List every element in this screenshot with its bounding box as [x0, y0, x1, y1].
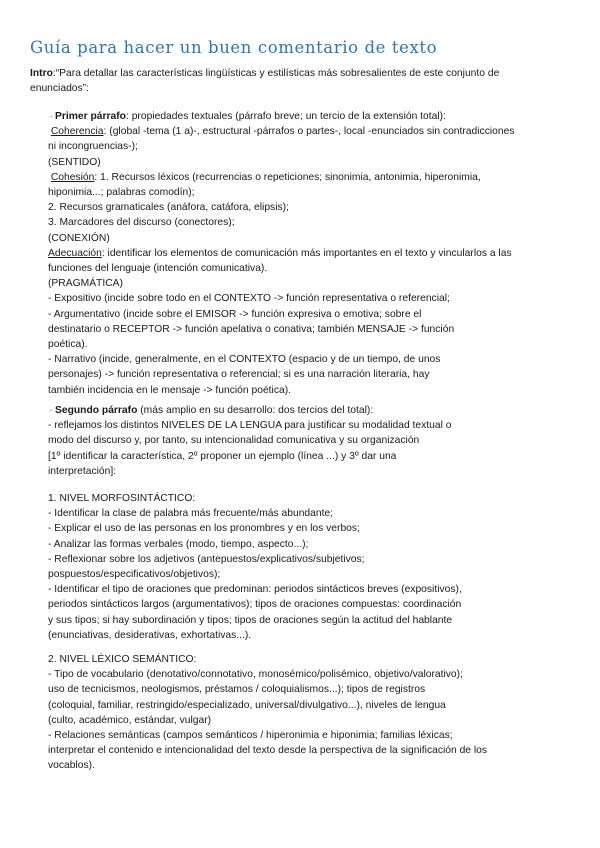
section2-heading-line	[48, 403, 451, 418]
text-line: hiponimia...; palabras comodín);	[48, 187, 195, 199]
nivel1-line: - Identificar el tipo de oraciones que predominan: periodos sintácticos breves (expositivos),	[48, 584, 462, 596]
text-line: modo del discurso y, por tanto, su intencionalidad comunicativa y su organización	[48, 435, 420, 447]
intro-text-1: :“Para detallar las características lingüísticas y estilísticas más sobresalientes de este conjunto de	[52, 68, 500, 79]
nivel2-line: (coloquial, familiar, restringido/especializado, universal/divulgativo...), niveles de lengua	[48, 699, 446, 711]
text-line: personajes) -> función representativa o referencial; si es una narración literaria, hay	[48, 369, 430, 381]
nivel2-heading: 2. NIVEL LÉXICO SEMÁNTICO:	[48, 654, 197, 665]
arrow-icon: →	[48, 113, 54, 119]
text-line: [1º identificar la característica, 2º proponer un ejemplo (línea ...) y 3º dar una	[48, 450, 397, 462]
text-line: poética).	[48, 339, 88, 351]
nivel1-line: pospuestos/especificativos/objetivos);	[48, 569, 221, 581]
text-line: también incidencia en le mensaje -> función poética).	[48, 384, 291, 396]
nivel1-heading: 1. NIVEL MORFOSINTÁCTICO:	[48, 493, 196, 504]
text-line: - Expositivo (incide sobre todo en el CONTEXTO -> función representativa o referencial;	[48, 293, 450, 305]
nivel2-line: - Relaciones semánticas (campos semánticos / hiperonimia e hiponimia; familias léxicas;	[48, 730, 453, 742]
conexion-label: (CONEXIÓN)	[48, 232, 110, 244]
adecuacion-text: : identificar los elementos de comunicación más importantes en el texto y vincularlos a las	[101, 247, 512, 259]
coherencia-label: Coherencia	[50, 126, 104, 138]
coherencia-line	[48, 124, 514, 139]
section-nivel-lexico-semantico	[48, 652, 487, 774]
nivel2-line: uso de tecnicismos, neologismos, préstamos / coloquialismos...); tipos de registros	[48, 684, 426, 696]
nivel2-line: (culto, académico, estándar, vulgar)	[48, 714, 212, 726]
cohesion-label: Cohesión	[50, 171, 95, 183]
text-line: - Narrativo (incide, generalmente, en el CONTEXTO (espacio y de un tiempo, de unos	[48, 354, 441, 366]
pragmatica-label: (PRAGMÁTICA)	[48, 278, 123, 290]
page-title: Guía para hacer un buen comentario de texto	[30, 38, 438, 57]
nivel1-line: - Analizar las formas verbales (modo, tiempo, aspecto...);	[48, 538, 309, 550]
section2-heading-rest: (más amplio en su desarrollo: dos tercios del total):	[137, 405, 374, 416]
nivel1-line: y sus tipos; si hay subordinación y tipos; tipos de oraciones según la actitud del hablante	[48, 614, 453, 626]
intro-line-1	[30, 66, 499, 81]
adecuacion-label: Adecuación	[48, 247, 102, 259]
section-segundo-parrafo	[48, 403, 451, 479]
cohesion-text: : 1. Recursos léxicos (recurrencias o repeticiones; sinonimia, antonimia, hiperonimia,	[94, 171, 481, 183]
nivel1-line: - Reflexionar sobre los adjetivos (antepuestos/explicativos/subjetivos;	[48, 553, 365, 565]
nivel1-line: - Explicar el uso de las personas en los pronombres y en los verbos;	[48, 523, 360, 535]
text-line: - Argumentativo (incide sobre el EMISOR -> función expresiva o emotiva; sobre el	[48, 308, 422, 320]
coherencia-text: : (global -tema (1 a)-, estructural -párrafos o partes-, local -enunciados sin contradicciones	[103, 126, 515, 138]
section1-heading-line	[48, 109, 514, 124]
arrow-icon: →	[48, 407, 54, 413]
nivel2-line: - Tipo de vocabulario (denotativo/connotativo, monosémico/polisémico, objetivo/valorativo);	[48, 669, 463, 681]
section-nivel-morfosintactico	[48, 491, 462, 643]
nivel1-line: periodos sintácticos largos (argumentativos); tipos de oraciones compuestas: coordinación	[48, 599, 462, 611]
text-line: destinatario o RECEPTOR -> función apelativa o conativa; también MENSAJE -> función	[48, 323, 455, 335]
text-line: 3. Marcadores del discurso (conectores);	[48, 217, 235, 229]
intro-label: Intro	[30, 68, 53, 79]
intro-paragraph	[30, 66, 499, 96]
intro-line-2: enunciados”:	[30, 83, 89, 95]
text-line: ni incongruencias-);	[48, 141, 138, 153]
section2-heading: Segundo párrafo	[55, 405, 138, 416]
adecuacion-line	[48, 246, 514, 261]
section1-heading: Primer párrafo	[55, 111, 126, 122]
section-primer-parrafo	[48, 109, 514, 398]
sentido-label: (SENTIDO)	[48, 156, 101, 168]
text-line: interpretación]:	[48, 465, 117, 477]
nivel2-line: vocablos).	[48, 760, 95, 772]
nivel1-line: - Identificar la clase de palabra más frecuente/más abundante;	[48, 508, 334, 520]
nivel2-line: interpretar el contenido e intencionalidad del texto desde la perspectiva de la significación de los	[48, 745, 488, 757]
nivel1-line: (enunciativas, desiderativas, exhortativas...).	[48, 629, 252, 641]
text-line: funciones del lenguaje (intención comunicativa).	[48, 263, 268, 275]
cohesion-line	[48, 170, 514, 185]
text-line: 2. Recursos gramaticales (anáfora, catáfora, elipsis);	[48, 202, 289, 214]
text-line: - reflejamos los distintos NIVELES DE LA LENGUA para justificar su modalidad textual o	[48, 420, 452, 432]
section1-heading-rest: : propiedades textuales (párrafo breve; un tercio de la extensión total):	[125, 111, 446, 122]
